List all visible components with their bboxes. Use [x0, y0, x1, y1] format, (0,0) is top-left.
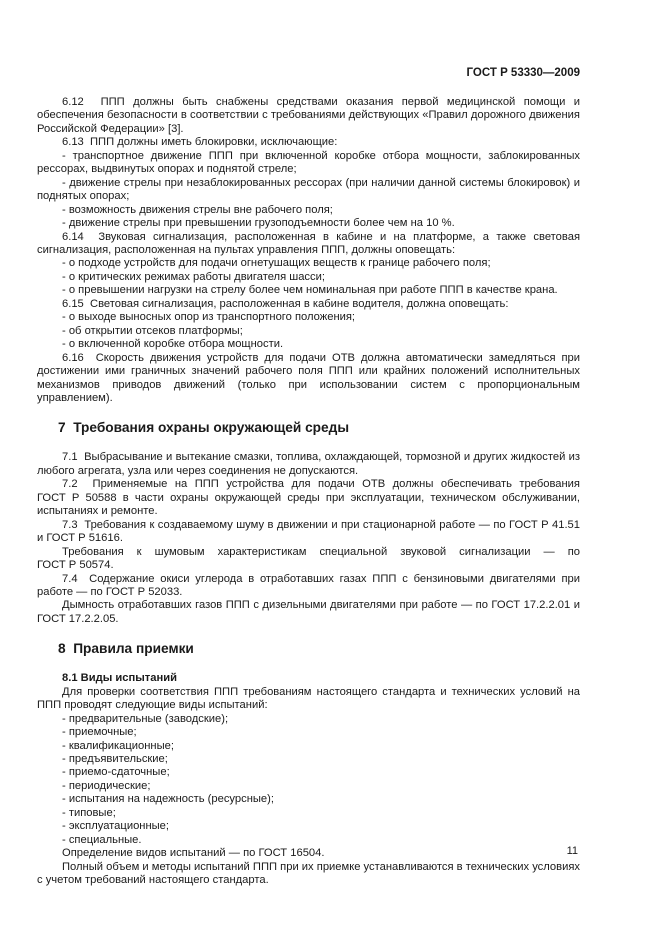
paragraph: - движение стрелы при превышении грузоподъемности более чем на 10 %.: [62, 217, 455, 230]
paragraph: - движение стрелы при незаблокированных рессорах (при наличии данной системы блокировок) и поднятых опорах;: [37, 176, 580, 203]
paragraph: - предъявительские;: [62, 753, 168, 766]
paragraph: 7.3 Требования к создаваемому шуму в движении и при стационарной работе — по ГОСТ Р 41.51 и ГОСТ Р 51616.: [37, 518, 580, 545]
paragraph: Определение видов испытаний — по ГОСТ 16504.: [62, 847, 325, 860]
paragraph: - эксплуатационные;: [62, 820, 170, 833]
section-heading: 7 Требования охраны окружающей среды: [58, 420, 350, 436]
paragraph: 6.16 Скорость движения устройств для подачи ОТВ должна автоматически замедляться при достижении ими граничных значений рабочего поля ППП или крайних положений исполнительных механизмов приводов движений (только при использовании систем с пропорциональным управлением).: [37, 351, 580, 404]
paragraph: - приемочные;: [62, 726, 137, 739]
subsection-heading: 8.1 Виды испытаний: [62, 672, 178, 685]
paragraph: - испытания на надежность (ресурсные);: [62, 793, 274, 806]
paragraph: 6.15 Световая сигнализация, расположенная в кабине водителя, должна оповещать:: [62, 297, 509, 310]
paragraph: - транспортное движение ППП при включенной коробке отбора мощности, заблокированных рессорах, выдвинутых опорах и поднятой стреле;: [37, 149, 580, 176]
page-footer: [567, 845, 578, 858]
paragraph: - о выходе выносных опор из транспортного положения;: [62, 311, 356, 324]
paragraph: - об открытии отсеков платформы;: [62, 324, 243, 337]
doc-number-label: ГОСТ Р 53330—2009: [466, 67, 580, 79]
paragraph: - о критических режимах работы двигателя шасси;: [62, 270, 325, 283]
paragraph: - приемо-сдаточные;: [62, 766, 170, 779]
paragraph: Полный объем и методы испытаний ППП при их приемке устанавливаются в технических условиях с учетом требований настоящего стандарта.: [37, 860, 580, 887]
page-header: [37, 66, 580, 80]
paragraph: - о включенной коробке отбора мощности.: [62, 338, 284, 351]
paragraph: 7.1 Выбрасывание и вытекание смазки, топлива, охлаждающей, тормозной и других жидкостей из любого агрегата, узла или через соединения не допускаются.: [37, 451, 580, 477]
document-body: [37, 96, 580, 888]
paragraph: - о превышении нагрузки на стрелу более чем номинальная при работе ППП в качестве крана.: [62, 284, 558, 297]
paragraph: Для проверки соответствия ППП требованиям настоящего стандарта и технических условий на ППП проводят следующие виды испытаний:: [37, 685, 580, 712]
section-heading: 8 Правила приемки: [58, 641, 194, 657]
paragraph: - квалификационные;: [62, 739, 174, 752]
paragraph: 6.14 Звуковая сигнализация, расположенная в кабине и на платформе, а также световая сигнализация, расположенная на пультах управления ППП, должны оповещать:: [37, 230, 580, 256]
paragraph: - о подходе устройств для подачи огнетушащих веществ к границе рабочего поля;: [62, 257, 491, 270]
paragraph: - возможность движения стрелы вне рабочего поля;: [62, 203, 333, 216]
paragraph: 6.12 ППП должны быть снабжены средствами оказания первой медицинской помощи и обеспечения безопасности в соответствии с требованиями действующих «Правил дорожного движения Российской Федерации» [3].: [37, 96, 580, 135]
paragraph: Требования к шумовым характеристикам специальной звуковой сигнализации — по ГОСТ Р 50574.: [37, 545, 580, 572]
paragraph: - типовые;: [62, 806, 116, 819]
paragraph: Дымность отработавших газов ППП с дизельными двигателями при работе — по ГОСТ 17.2.2.01 и ГОСТ 17.2.2.05.: [37, 599, 580, 625]
paragraph: 7.4 Содержание окиси углерода в отработавших газах ППП с бензиновыми двигателями при работе — по ГОСТ Р 52033.: [37, 572, 580, 598]
page-number: 11: [566, 845, 578, 857]
paragraph: 7.2 Применяемые на ППП устройства для подачи ОТВ должны обеспечивать требования ГОСТ Р 50588 в части охраны окружающей среды при эксплуатации, техническом обслуживании, испытаниях и ремонте.: [37, 478, 580, 518]
paragraph: - периодические;: [62, 779, 151, 792]
paragraph: - специальные.: [62, 833, 142, 846]
paragraph: - предварительные (заводские);: [62, 712, 229, 725]
paragraph: 6.13 ППП должны иметь блокировки, исключающие:: [62, 136, 338, 149]
